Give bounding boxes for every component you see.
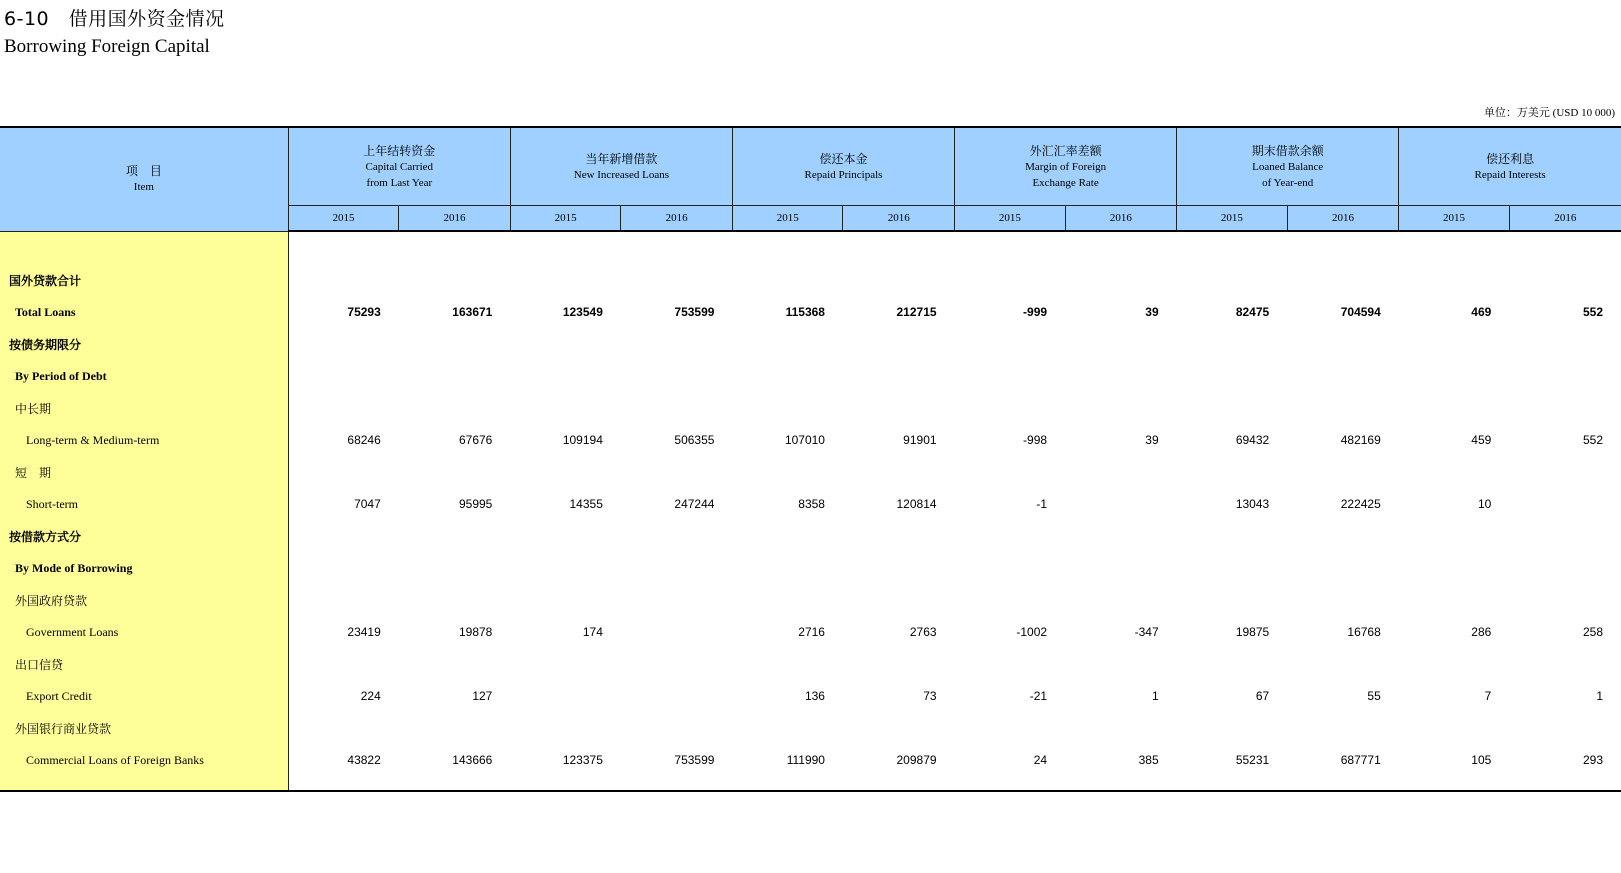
value-cell xyxy=(1065,392,1177,424)
value-cell xyxy=(1287,392,1399,424)
value-cell: 286 xyxy=(1471,625,1492,639)
table-row xyxy=(0,584,1621,616)
value-cell xyxy=(1065,328,1177,360)
value-cell: 16768 xyxy=(1347,625,1381,639)
value-cell: 55 xyxy=(1367,689,1381,703)
value-cell xyxy=(955,264,1066,296)
value-cell: 1 xyxy=(1151,689,1159,703)
value-cell: -347 xyxy=(1134,625,1159,639)
year-header: 2015 xyxy=(1177,206,1288,232)
value-cell: 123375 xyxy=(510,744,621,791)
value-cell: 67676 xyxy=(458,433,493,447)
value-cell xyxy=(1399,360,1510,392)
value-cell xyxy=(510,712,621,744)
value-cell xyxy=(399,584,511,616)
value-cell xyxy=(955,584,1066,616)
value-cell xyxy=(1509,456,1621,488)
group-header-cn: 偿还本金 xyxy=(819,151,868,166)
value-cell: 10 xyxy=(1477,497,1492,511)
row-label: Total Loans xyxy=(0,296,288,328)
year-header: 2016 xyxy=(1287,206,1399,232)
row-label: 按债务期限分 xyxy=(0,328,288,360)
value-cell xyxy=(621,264,733,296)
value-cell: 293 xyxy=(1509,744,1621,791)
value-cell xyxy=(1509,584,1621,616)
table-row xyxy=(0,616,1621,648)
value-cell xyxy=(955,552,1066,584)
value-cell: 687771 xyxy=(1287,744,1399,791)
value-cell xyxy=(1177,552,1288,584)
value-cell xyxy=(732,648,843,680)
group-header-en: Margin of Foreign xyxy=(1025,160,1107,173)
item-header-cn: 项 目 xyxy=(125,164,162,179)
value-cell xyxy=(621,328,733,360)
value-cell: -999 xyxy=(1023,305,1048,319)
value-cell xyxy=(1287,648,1399,680)
value-cell xyxy=(510,392,621,424)
value-cell xyxy=(399,456,511,488)
table-row xyxy=(0,488,1621,520)
value-cell xyxy=(510,648,621,680)
value-cell xyxy=(510,328,621,360)
group-header-en: Repaid Interests xyxy=(1474,168,1546,181)
value-cell xyxy=(1287,360,1399,392)
value-cell xyxy=(843,648,955,680)
value-cell: 120814 xyxy=(896,497,937,511)
row-label: 按借款方式分 xyxy=(0,520,288,552)
value-cell xyxy=(732,456,843,488)
value-cell: 482169 xyxy=(1340,433,1381,447)
value-cell xyxy=(1509,360,1621,392)
value-cell xyxy=(955,456,1066,488)
value-cell xyxy=(1177,360,1288,392)
value-cell xyxy=(843,552,955,584)
value-cell xyxy=(732,520,843,552)
value-cell: 2763 xyxy=(909,625,937,639)
value-cell: 7047 xyxy=(354,497,381,511)
value-cell xyxy=(1399,328,1510,360)
label-spacer xyxy=(0,231,288,264)
row-label: 中长期 xyxy=(0,392,288,424)
value-cell xyxy=(955,392,1066,424)
value-cell xyxy=(288,456,399,488)
table-row xyxy=(0,520,1621,552)
value-cell xyxy=(955,520,1066,552)
value-cell: 247244 xyxy=(674,497,715,511)
row-label: Commercial Loans of Foreign Banks xyxy=(0,744,288,791)
value-cell xyxy=(288,360,399,392)
value-cell xyxy=(621,360,733,392)
value-cell xyxy=(1399,520,1510,552)
group-header-en: Capital Carried xyxy=(365,160,434,173)
value-cell xyxy=(288,584,399,616)
group-header-en: Loaned Balance xyxy=(1252,160,1324,173)
value-cell xyxy=(399,264,511,296)
value-cell xyxy=(843,328,955,360)
value-cell xyxy=(1509,648,1621,680)
value-cell: 109194 xyxy=(562,433,603,447)
value-cell: 14355 xyxy=(569,497,603,511)
value-cell: -1 xyxy=(1036,497,1048,511)
value-cell xyxy=(1399,648,1510,680)
table-row xyxy=(0,552,1621,584)
year-header: 2016 xyxy=(1065,206,1177,232)
table-row xyxy=(0,712,1621,744)
year-header: 2016 xyxy=(1509,206,1621,232)
value-cell: 19878 xyxy=(458,625,493,639)
value-cell: 69432 xyxy=(1235,433,1270,447)
value-cell xyxy=(1065,648,1177,680)
table-row xyxy=(0,648,1621,680)
value-cell: 506355 xyxy=(674,433,715,447)
group-header-en: Exchange Rate xyxy=(1032,176,1099,189)
column-group-header xyxy=(288,127,510,206)
value-cell xyxy=(1177,264,1288,296)
value-cell: 8358 xyxy=(798,497,825,511)
value-cell xyxy=(621,712,733,744)
value-cell: 459 xyxy=(1471,433,1492,447)
row-label: 短 期 xyxy=(0,456,288,488)
table-row xyxy=(0,296,1621,328)
value-cell xyxy=(955,360,1066,392)
value-cell xyxy=(843,264,955,296)
value-cell xyxy=(843,456,955,488)
value-cell xyxy=(399,360,511,392)
value-cell xyxy=(510,456,621,488)
value-cell xyxy=(621,520,733,552)
value-cell xyxy=(1399,264,1510,296)
group-header-en: New Increased Loans xyxy=(573,168,670,181)
value-cell xyxy=(510,680,621,712)
year-header: 2015 xyxy=(1399,206,1510,232)
row-label: 外国银行商业贷款 xyxy=(0,712,288,744)
year-header: 2015 xyxy=(510,206,621,232)
row-label: Short-term xyxy=(0,488,288,520)
value-cell xyxy=(510,552,621,584)
value-cell xyxy=(288,328,399,360)
value-cell: 39 xyxy=(1145,305,1159,319)
value-cell xyxy=(1287,584,1399,616)
value-cell xyxy=(1509,328,1621,360)
value-cell xyxy=(1065,552,1177,584)
value-cell: 7 xyxy=(1484,689,1492,703)
row-label: 国外贷款合计 xyxy=(0,264,288,296)
value-cell xyxy=(399,552,511,584)
value-cell xyxy=(399,392,511,424)
group-header-en: from Last Year xyxy=(366,176,433,189)
value-cell: 105 xyxy=(1399,744,1510,791)
value-cell: 127 xyxy=(472,689,493,703)
value-cell: 82475 xyxy=(1235,305,1270,319)
column-group-header xyxy=(732,127,954,206)
group-header-en: of Year-end xyxy=(1262,176,1314,189)
column-group-header xyxy=(1177,127,1399,206)
value-cell xyxy=(1399,712,1510,744)
value-cell: 552 xyxy=(1582,305,1603,319)
value-cell xyxy=(732,264,843,296)
value-cell: 23419 xyxy=(347,625,381,639)
value-cell xyxy=(955,712,1066,744)
row-label: By Mode of Borrowing xyxy=(0,552,288,584)
value-cell xyxy=(1399,584,1510,616)
value-cell: 174 xyxy=(582,625,603,639)
value-cell xyxy=(1065,264,1177,296)
table-title-cn: 6-10 借用国外资金情况 xyxy=(4,8,225,30)
value-cell xyxy=(732,392,843,424)
value-cell xyxy=(1065,456,1177,488)
value-cell xyxy=(1065,488,1177,520)
year-header: 2015 xyxy=(288,206,399,232)
value-cell: 258 xyxy=(1582,625,1603,639)
value-cell: 552 xyxy=(1582,433,1603,447)
value-cell xyxy=(1177,456,1288,488)
value-cell xyxy=(1399,456,1510,488)
group-header-cn: 期末借款余额 xyxy=(1251,143,1324,158)
value-cell xyxy=(1509,264,1621,296)
value-cell xyxy=(1177,392,1288,424)
value-cell xyxy=(1287,264,1399,296)
table-row xyxy=(0,680,1621,712)
capital-table xyxy=(0,126,1621,792)
value-cell xyxy=(1509,520,1621,552)
value-cell xyxy=(1177,648,1288,680)
value-cell: 224 xyxy=(360,689,381,703)
value-cell: 115368 xyxy=(785,305,825,319)
value-cell xyxy=(843,392,955,424)
value-cell: 123549 xyxy=(562,305,603,319)
year-header: 2015 xyxy=(732,206,843,232)
value-cell xyxy=(1509,488,1621,520)
value-cell xyxy=(843,520,955,552)
value-cell xyxy=(621,552,733,584)
value-cell: 1 xyxy=(1596,689,1603,703)
value-cell xyxy=(399,712,511,744)
value-cell xyxy=(288,264,399,296)
row-label: Export Credit xyxy=(0,680,288,712)
value-cell xyxy=(510,584,621,616)
value-cell: 212715 xyxy=(896,305,937,319)
value-cell xyxy=(843,712,955,744)
value-cell xyxy=(1399,392,1510,424)
value-cell xyxy=(843,584,955,616)
unit-note: 单位：万美元 (USD 10 000) xyxy=(1483,107,1615,119)
value-cell xyxy=(732,584,843,616)
value-cell xyxy=(955,648,1066,680)
table-row xyxy=(0,456,1621,488)
table-row xyxy=(0,264,1621,296)
item-header-en: Item xyxy=(133,181,154,194)
value-cell: 19875 xyxy=(1235,625,1270,639)
value-cell: 91901 xyxy=(903,433,937,447)
value-cell xyxy=(1509,712,1621,744)
group-header-cn: 外汇汇率差额 xyxy=(1029,143,1102,158)
value-cell xyxy=(1177,328,1288,360)
group-header-cn: 当年新增借款 xyxy=(585,151,658,166)
value-cell: 753599 xyxy=(621,744,733,791)
group-header-cn: 上年结转资金 xyxy=(363,143,436,158)
value-cell xyxy=(288,392,399,424)
value-cell xyxy=(843,360,955,392)
value-cell: 55231 xyxy=(1177,744,1288,791)
value-cell xyxy=(1177,584,1288,616)
value-cell xyxy=(1065,712,1177,744)
value-cell: -1002 xyxy=(1016,625,1048,639)
table-row xyxy=(0,360,1621,392)
table-row xyxy=(0,328,1621,360)
value-cell xyxy=(1287,456,1399,488)
value-cell xyxy=(621,648,733,680)
value-cell: 222425 xyxy=(1340,497,1381,511)
value-cell xyxy=(510,520,621,552)
value-cell xyxy=(1287,520,1399,552)
value-cell xyxy=(1287,328,1399,360)
row-label: Long-term & Medium-term xyxy=(0,424,288,456)
value-cell: 469 xyxy=(1471,305,1492,319)
year-header: 2016 xyxy=(843,206,955,232)
table-row xyxy=(0,424,1621,456)
value-cell xyxy=(621,456,733,488)
value-cell: -21 xyxy=(1029,689,1048,703)
value-cell: 73 xyxy=(923,689,937,703)
column-group-header xyxy=(1399,127,1621,206)
value-cell: 704594 xyxy=(1340,305,1381,319)
value-cell xyxy=(510,264,621,296)
column-group-header xyxy=(955,127,1177,206)
table-header xyxy=(0,127,1621,231)
value-cell xyxy=(621,616,733,648)
value-cell xyxy=(621,680,733,712)
table-row xyxy=(0,392,1621,424)
value-cell xyxy=(288,712,399,744)
row-label: Government Loans xyxy=(0,616,288,648)
value-cell xyxy=(1287,712,1399,744)
row-label: 外国政府贷款 xyxy=(0,584,288,616)
value-cell: 2716 xyxy=(798,625,825,639)
value-cell xyxy=(288,520,399,552)
column-group-header xyxy=(510,127,732,206)
row-label: By Period of Debt xyxy=(0,360,288,392)
value-cell xyxy=(288,552,399,584)
group-header-cn: 偿还利息 xyxy=(1486,151,1535,166)
value-cell xyxy=(1065,360,1177,392)
value-cell: 24 xyxy=(955,744,1066,791)
value-cell xyxy=(1177,520,1288,552)
value-cell xyxy=(1065,584,1177,616)
value-cell xyxy=(621,584,733,616)
value-cell: 13043 xyxy=(1235,497,1270,511)
value-cell: 39 xyxy=(1145,433,1159,447)
value-cell: 209879 xyxy=(843,744,955,791)
value-cell xyxy=(1399,552,1510,584)
value-cell xyxy=(732,552,843,584)
year-header: 2016 xyxy=(399,206,511,232)
table-title-en: Borrowing Foreign Capital xyxy=(4,36,210,57)
table-body xyxy=(0,231,1621,791)
value-cell xyxy=(1065,520,1177,552)
value-cell: 67 xyxy=(1255,689,1270,703)
value-cell xyxy=(1509,552,1621,584)
value-cell xyxy=(1177,712,1288,744)
value-cell: 753599 xyxy=(674,305,715,319)
value-cell: 107010 xyxy=(784,433,825,447)
value-cell xyxy=(732,328,843,360)
value-cell xyxy=(1509,392,1621,424)
value-cell: 385 xyxy=(1065,744,1177,791)
value-cell xyxy=(1287,552,1399,584)
group-header-en: Repaid Principals xyxy=(804,168,883,181)
table-row xyxy=(0,744,1621,791)
value-cell xyxy=(510,360,621,392)
row-label: 出口信贷 xyxy=(0,648,288,680)
value-cell: 75293 xyxy=(347,305,381,319)
value-cell xyxy=(399,328,511,360)
value-cell: 143666 xyxy=(399,744,511,791)
value-cell: -998 xyxy=(1023,433,1048,447)
value-cell: 95995 xyxy=(458,497,493,511)
year-header: 2015 xyxy=(955,206,1066,232)
value-cell: 43822 xyxy=(288,744,399,791)
value-cell xyxy=(288,648,399,680)
value-cell: 68246 xyxy=(347,433,381,447)
value-cell xyxy=(955,328,1066,360)
value-cell: 136 xyxy=(804,689,825,703)
value-cell: 163671 xyxy=(452,305,493,319)
year-header: 2016 xyxy=(621,206,733,232)
item-column-header xyxy=(0,127,288,231)
value-cell xyxy=(399,648,511,680)
value-cell xyxy=(399,520,511,552)
value-cell xyxy=(732,360,843,392)
value-cell: 111990 xyxy=(732,744,843,791)
value-cell xyxy=(621,392,733,424)
value-cell xyxy=(732,712,843,744)
